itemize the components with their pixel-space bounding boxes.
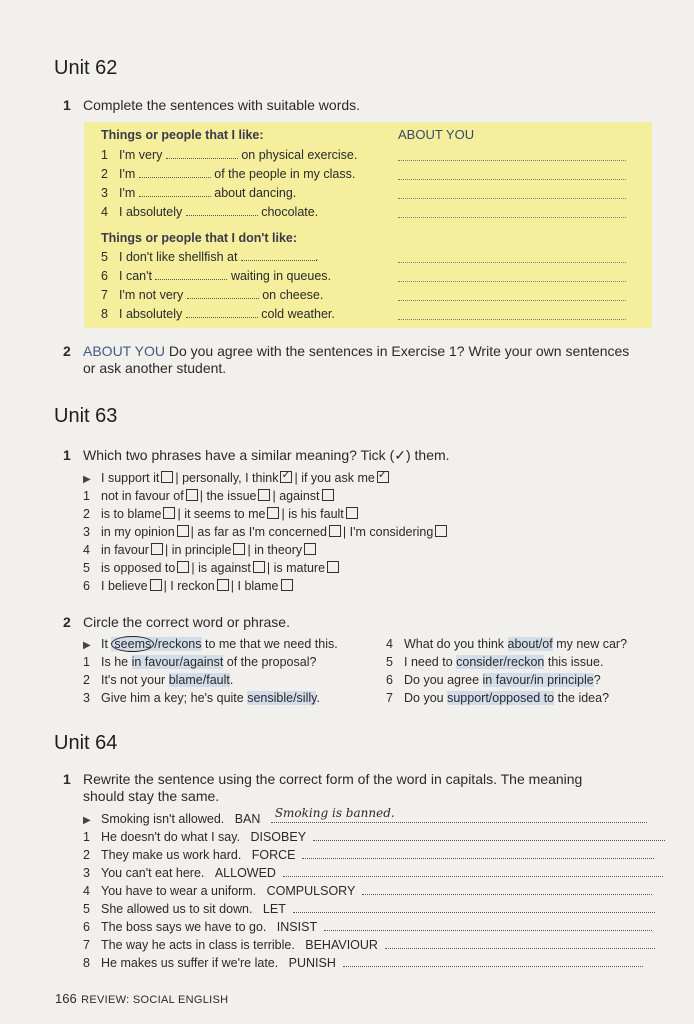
dislike-item-5: 5 I don't like shellfish at .: [101, 250, 319, 264]
rewrite-item-2: 2 They make us work hard. FORCE: [83, 848, 654, 862]
answer-line[interactable]: [385, 938, 655, 949]
about-you-line-5[interactable]: [398, 262, 626, 263]
fill-blank[interactable]: [241, 250, 315, 261]
circle-item-example: ▶ It seems /reckons to me that we need this.: [83, 637, 338, 651]
tick-box[interactable]: [253, 561, 265, 573]
tick-item-1: 1 not in favour of | the issue | against: [83, 489, 336, 503]
about-you-line-7[interactable]: [398, 300, 626, 301]
circle-item-4: 4 What do you think about/of my new car?: [386, 637, 628, 651]
tick-box[interactable]: [304, 543, 316, 555]
page-number: 166: [55, 991, 77, 1006]
unit64-ex1-instruction: Rewrite the sentence using the correct form of the word in capitals. The meaning should stay the same.: [83, 771, 583, 804]
unit63-ex2-instruction: Circle the correct word or phrase.: [83, 614, 290, 630]
tick-box[interactable]: [267, 507, 279, 519]
option-choice[interactable]: about/of: [507, 637, 553, 651]
circle-item-3: 3 Give him a key; he's quite sensible/silly.: [83, 691, 320, 705]
tick-box[interactable]: [281, 579, 293, 591]
circle-item-7: 7 Do you support/opposed to the idea?: [386, 691, 610, 705]
page-footer: [55, 990, 228, 1008]
unit64-ex1-number: 1: [63, 771, 71, 787]
dislike-item-8: 8 I absolutely cold weather.: [101, 307, 335, 321]
unit62-ex1-instruction: Complete the sentences with suitable words.: [83, 97, 361, 113]
option-choice[interactable]: consider/reckon: [456, 655, 545, 669]
answer-line[interactable]: [302, 848, 654, 859]
tick-box[interactable]: [177, 525, 189, 537]
answer-line[interactable]: [343, 956, 643, 967]
rewrite-item-3: 3 You can't eat here. ALLOWED: [83, 866, 663, 880]
unit63-title: Unit 63: [54, 405, 118, 427]
unit62-ex2-text: ABOUT YOU Do you agree with the sentences in Exercise 1? Write your own sentences or ask another student.: [83, 343, 630, 376]
unit62-ex1-number: 1: [63, 97, 71, 113]
answer-line[interactable]: [283, 866, 663, 877]
like-item-2: 2 I'm of the people in my class.: [101, 167, 356, 181]
fill-blank[interactable]: [166, 148, 238, 159]
tick-item-5: 5 is opposed to | is against | is mature: [83, 561, 341, 575]
about-you-line-4[interactable]: [398, 217, 626, 218]
tick-box[interactable]: [346, 507, 358, 519]
tick-box[interactable]: [177, 561, 189, 573]
dislike-item-6: 6 I can't waiting in queues.: [101, 269, 332, 283]
about-you-line-2[interactable]: [398, 179, 626, 180]
fill-blank[interactable]: [155, 269, 227, 280]
about-you-line-6[interactable]: [398, 281, 626, 282]
answer-line[interactable]: [362, 884, 652, 895]
tick-item-6: 6 I believe | I reckon | I blame: [83, 579, 295, 593]
option-choice[interactable]: sensible/silly: [247, 691, 317, 705]
circle-item-1: 1 Is he in favour/against of the proposal?: [83, 655, 317, 669]
option-choice[interactable]: support/opposed to: [447, 691, 555, 705]
unit63-ex1-instruction: Which two phrases have a similar meaning? Tick (✓) them.: [83, 447, 450, 463]
tick-box[interactable]: [186, 489, 198, 501]
fill-blank[interactable]: [186, 307, 258, 318]
tick-box[interactable]: [151, 543, 163, 555]
fill-blank[interactable]: [187, 288, 259, 299]
option-choice[interactable]: seems /reckons: [111, 637, 201, 651]
unit63-ex2-number: 2: [63, 614, 71, 630]
unit62-title: Unit 62: [54, 57, 118, 79]
rewrite-item-example: ▶ Smoking isn't allowed. BAN Smoking is banned.: [83, 812, 647, 826]
tick-box[interactable]: [233, 543, 245, 555]
rewrite-item-4: 4 You have to wear a uniform. COMPULSORY: [83, 884, 652, 898]
like-heading: Things or people that I like:: [101, 128, 264, 142]
fill-blank[interactable]: [139, 167, 211, 178]
rewrite-item-7: 7 The way he acts in class is terrible. BEHAVIOUR: [83, 938, 655, 952]
answer-line[interactable]: [293, 902, 655, 913]
tick-box[interactable]: [329, 525, 341, 537]
tick-box[interactable]: [327, 561, 339, 573]
tick-box-checked[interactable]: [377, 471, 389, 483]
about-you-line-8[interactable]: [398, 319, 626, 320]
about-you-label: ABOUT YOU: [398, 127, 475, 142]
option-choice[interactable]: blame/fault: [168, 673, 230, 687]
tick-box[interactable]: [163, 507, 175, 519]
rewrite-item-5: 5 She allowed us to sit down. LET: [83, 902, 655, 916]
unit64-title: Unit 64: [54, 732, 118, 754]
section-name: REVIEW: SOCIAL ENGLISH: [81, 994, 229, 1006]
dislike-heading: Things or people that I don't like:: [101, 231, 298, 245]
answer-line[interactable]: [313, 830, 665, 841]
unit63-ex1-number: 1: [63, 447, 71, 463]
unit62-ex2-number: 2: [63, 343, 71, 359]
rewrite-item-1: 1 He doesn't do what I say. DISOBEY: [83, 830, 665, 844]
tick-item-2: 2 is to blame | it seems to me | is his fault: [83, 507, 360, 521]
like-item-3: 3 I'm about dancing.: [101, 186, 297, 200]
tick-box[interactable]: [217, 579, 229, 591]
tick-box[interactable]: [150, 579, 162, 591]
rewrite-item-6: 6 The boss says we have to go. INSIST: [83, 920, 652, 934]
fill-blank[interactable]: [139, 186, 211, 197]
rewrite-item-8: 8 He makes us suffer if we're late. PUNISH: [83, 956, 643, 970]
option-choice[interactable]: in favour/against: [131, 655, 224, 669]
tick-item-example: ▶ I support it | personally, I think✓ | if you ask me✓: [83, 471, 391, 485]
tick-item-3: 3 in my opinion | as far as I'm concerned | I'm considering: [83, 525, 449, 539]
circle-item-5: 5 I need to consider/reckon this issue.: [386, 655, 604, 669]
answer-line[interactable]: [324, 920, 652, 931]
tick-box[interactable]: [161, 471, 173, 483]
tick-box-checked[interactable]: [280, 471, 292, 483]
option-choice[interactable]: in favour/in principle: [482, 673, 594, 687]
like-item-4: 4 I absolutely chocolate.: [101, 205, 319, 219]
fill-blank[interactable]: [186, 205, 258, 216]
answer-line[interactable]: [271, 806, 647, 823]
tick-box[interactable]: [258, 489, 270, 501]
tick-box[interactable]: [322, 489, 334, 501]
circle-item-2: 2 It's not your blame/fault.: [83, 673, 234, 687]
about-you-line-1[interactable]: [398, 160, 626, 161]
tick-box[interactable]: [435, 525, 447, 537]
tick-item-4: 4 in favour | in principle | in theory: [83, 543, 318, 557]
circle-item-6: 6 Do you agree in favour/in principle?: [386, 673, 601, 687]
handwritten-answer: Smoking is banned.: [274, 806, 395, 820]
about-you-line-3[interactable]: [398, 198, 626, 199]
like-item-1: 1 I'm very on physical exercise.: [101, 148, 358, 162]
dislike-item-7: 7 I'm not very on cheese.: [101, 288, 324, 302]
